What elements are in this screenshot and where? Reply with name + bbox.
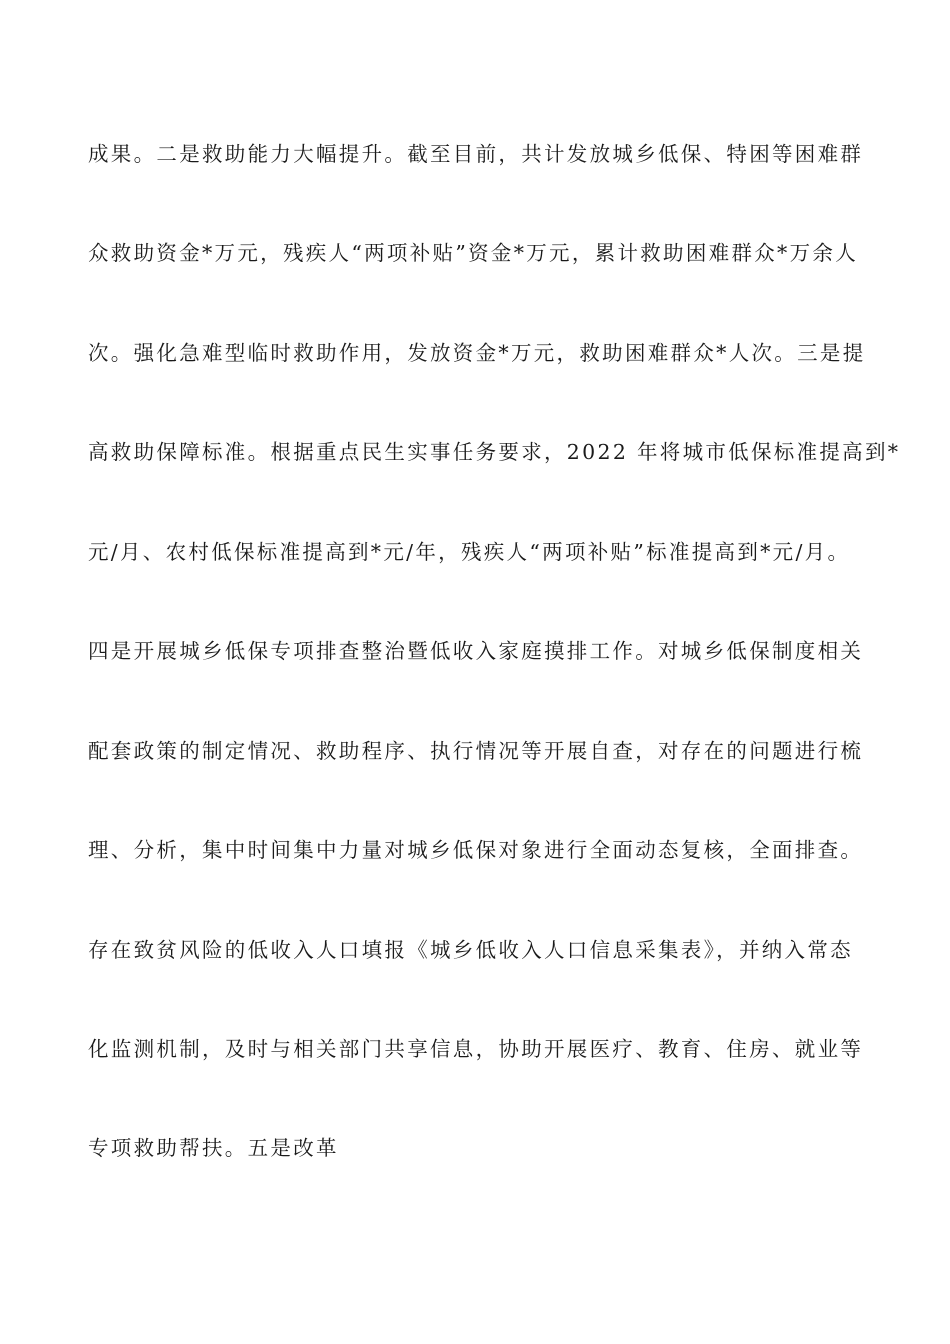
- paragraph-line: 成果。二是救助能力大幅提升。截至目前，共计发放城乡低保、特困等困难群: [88, 142, 864, 166]
- paragraph-line: 四是开展城乡低保专项排查整治暨低收入家庭摸排工作。对城乡低保制度相关: [88, 639, 864, 663]
- paragraph-line: 次。强化急难型临时救助作用，发放资金*万元，救助困难群众*人次。三是提: [88, 341, 866, 365]
- paragraph-line: 理、分析，集中时间集中力量对城乡低保对象进行全面动态复核，全面排查。: [88, 838, 864, 862]
- paragraph-line: 专项救助帮扶。五是改革: [88, 1136, 339, 1160]
- paragraph-line: 存在致贫风险的低收入人口填报《城乡低收入人口信息采集表》，并纳入常态: [88, 938, 853, 962]
- paragraph-line: 元/月、农村低保标准提高到*元/年，残疾人“两项补贴”标准提高到*元/月。: [88, 540, 851, 564]
- paragraph-line: 配套政策的制定情况、救助程序、执行情况等开展自查，对存在的问题进行梳: [88, 739, 864, 763]
- paragraph-line: 化监测机制，及时与相关部门共享信息，协助开展医疗、教育、住房、就业等: [88, 1037, 864, 1061]
- paragraph-line: 高救助保障标准。根据重点民生实事任务要求，2022 年将城市低保标准提高到*: [88, 440, 901, 464]
- paragraph-line: 众救助资金*万元，残疾人“两项补贴”资金*万元，累计救助困难群众*万余人: [88, 241, 859, 265]
